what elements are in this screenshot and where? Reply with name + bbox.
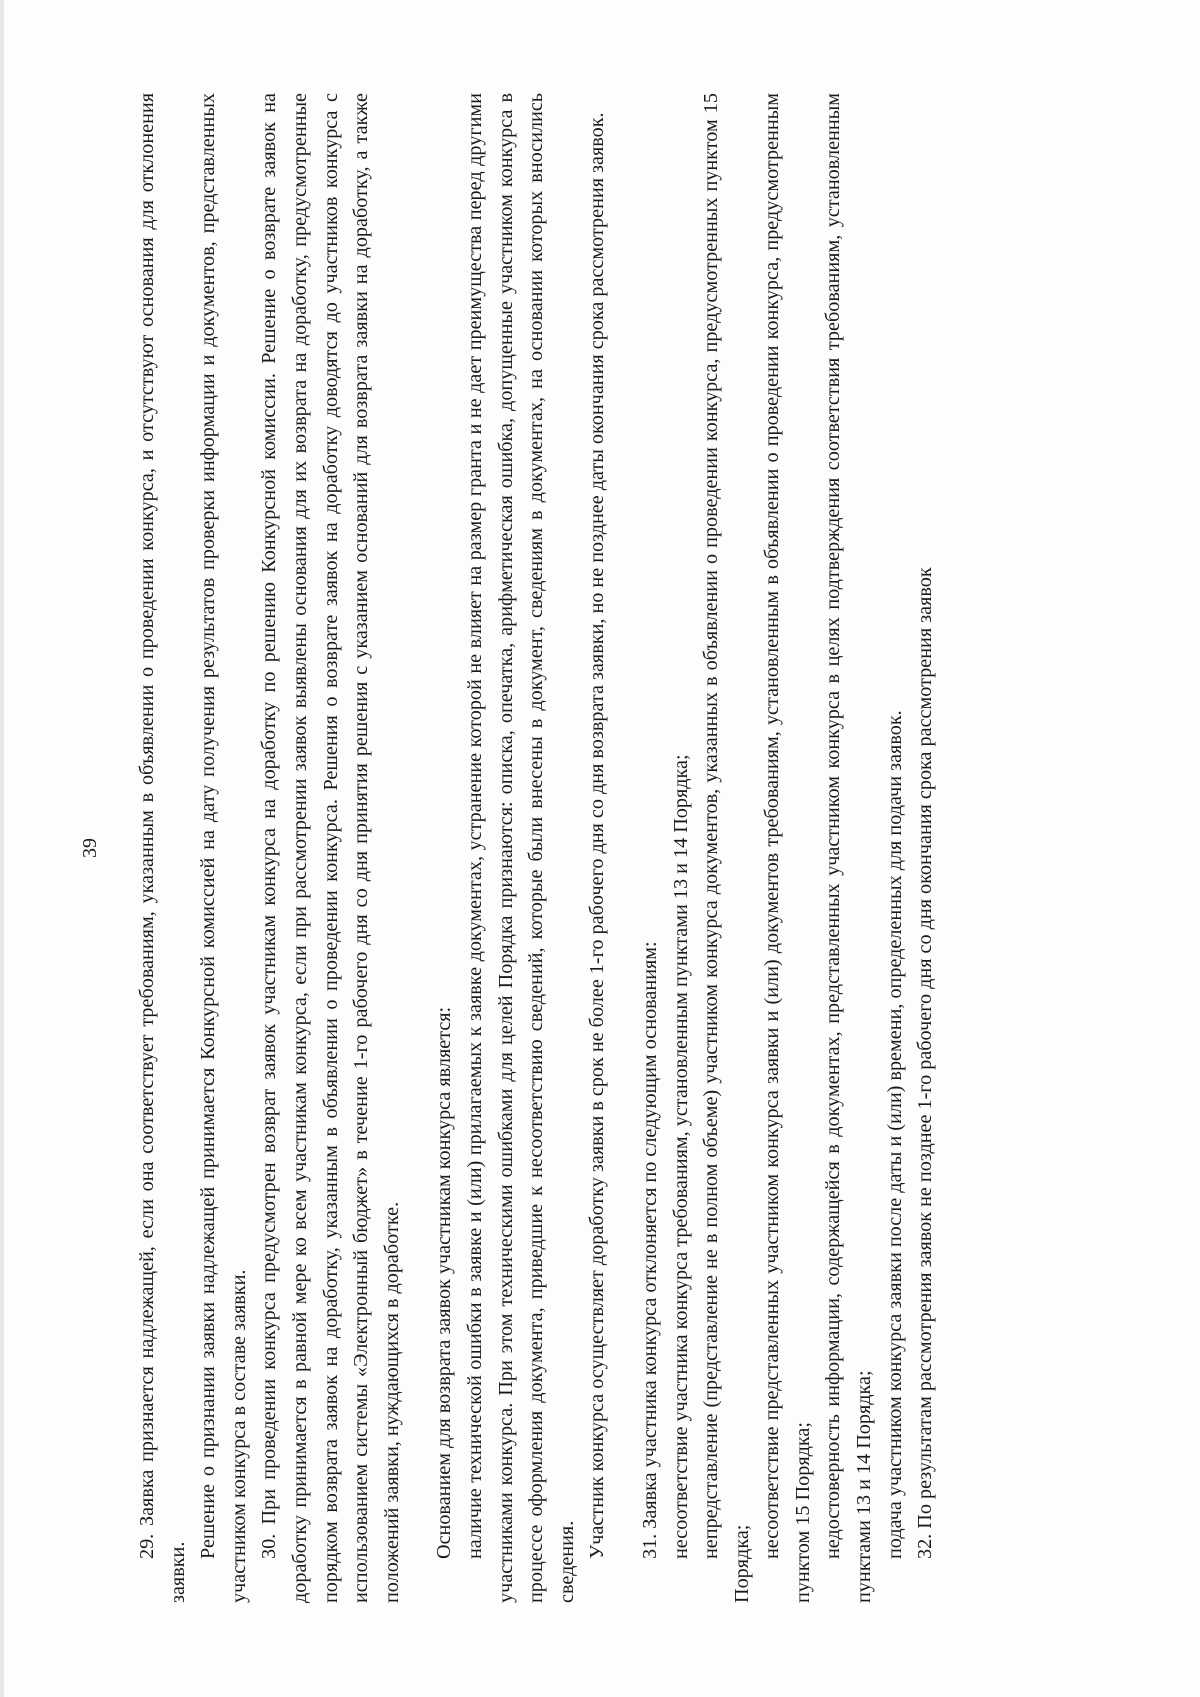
- paragraph-30-revision-term: Участник конкурса осуществляет доработку заявки в срок не более 1-го рабочего дня со дня возврата заявки, но не позднее даты окончания срока рассмотрения заявок.: [586, 112, 609, 1559]
- paragraph-29: 29. Заявка признается надлежащей, если она соответствует требованиям, указанным в объявлении о проведении конкурса, и отсутствуют основания для отклонения заявки.: [136, 93, 189, 1603]
- paragraph-31: 31. Заявка участника конкурса отклоняется по следующим основаниям:: [638, 941, 661, 1559]
- paragraph-29-decision: Решение о признании заявки надлежащей принимается Конкурсной комиссией на дату получения результатов проверки информации и документов, представленных участником конкурса в составе заявки.: [197, 93, 250, 1603]
- paragraph-31-item-3: несоответствие представленных участником конкурса заявки и (или) документов требованиям, установленным в объявлении о проведении конкурса, предусмотренным пунктом 15 Порядка;: [761, 93, 814, 1603]
- paragraph-30-grounds: Основанием для возврата заявок участникам конкурса является:: [433, 1006, 456, 1559]
- rotated-text-block: [70, 93, 1130, 1603]
- paragraph-30: 30. При проведении конкурса предусмотрен возврат заявок участникам конкурса на доработку по решению Конкурсной комиссии. Решение о возврате заявок на доработку принимается в равной мере ко всем участникам конкурса, если при рассмотрении заявок выявлены основания для их возврата на доработку, предусмотренные порядком возврата заявок на доработку, указанным в объявлении о проведении конкурса. Решения о возврате заявок на доработку доводятся до участников конкурса с использованием системы «Электронный бюджет» в течение 1-го рабочего дня со дня принятия решения с указанием оснований для возврата заявки на доработку, а также положений заявки, нуждающихся в доработке.: [258, 93, 403, 1603]
- paragraph-31-item-2: непредставление (представление не в полном объеме) участником конкурса документов, указанных в объявлении о проведении конкурса, предусмотренных пунктом 15 Порядка;: [700, 93, 753, 1603]
- paragraph-32: 32. По результатам рассмотрения заявок не позднее 1-го рабочего дня со дня окончания срока рассмотрения заявок: [914, 567, 937, 1559]
- paragraph-31-item-4: недостоверность информации, содержащейся в документах, представленных участником конкурса в целях подтверждения соответствия требованиям, установленным пунктами 13 и 14 Порядка;: [822, 93, 876, 1603]
- scan-edge: [0, 0, 4, 1697]
- paragraph-30-technical-error: наличие технической ошибки в заявке и (или) прилагаемых к заявке документах, устранение которой не влияет на размер гранта и не дает преимущества перед другими участниками конкурса. При этом техническими ошибками для целей Порядка признаются: описка, опечатка, арифметическая ошибка, допущенные участником конкурса в процессе оформления документа, приведшие к несоответствию сведений, которые были внесены в документ, сведениям в документах, на основании которых вносились сведения.: [463, 93, 578, 1603]
- paragraph-31-item-5: подача участником конкурса заявки после даты и (или) времени, определенных для подачи заявок.: [883, 710, 906, 1559]
- paragraph-31-item-1: несоответствие участника конкурса требованиям, установленным пунктами 13 и 14 Порядка;: [669, 754, 692, 1559]
- page-number: 39: [79, 838, 101, 858]
- document-body: [132, 93, 941, 1603]
